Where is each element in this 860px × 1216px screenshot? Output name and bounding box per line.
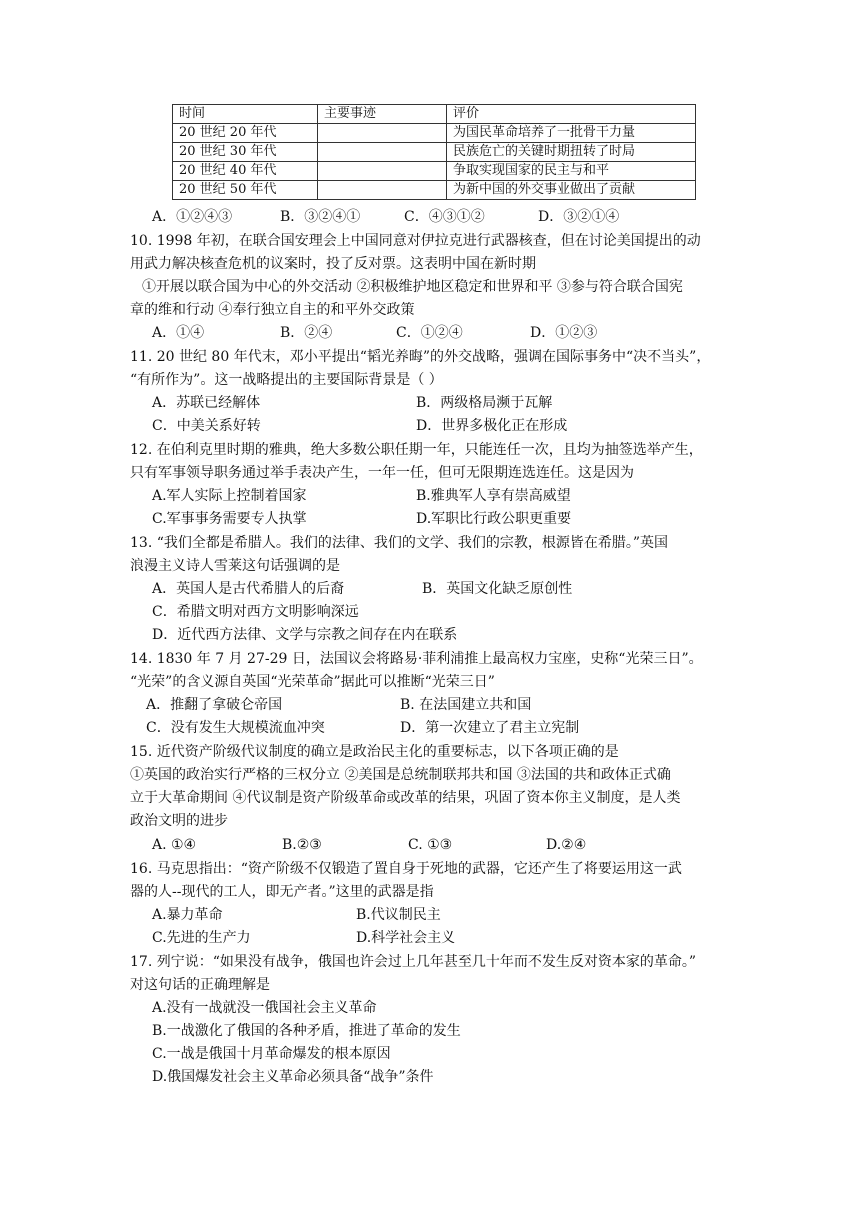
q10-stem-line-1: 10. 1998 年初，在联合国安理会上中国同意对伊拉克进行武器核查，但在讨论美国提出的动 (130, 233, 701, 249)
table-row (173, 143, 696, 162)
q16-stem-line-2: 器的人--现代的工人，即无产者。”这里的武器是指 (130, 884, 434, 900)
q15-option-c: C. ①③ (408, 837, 453, 853)
q15-stem-line-2: ①英国的政治实行严格的三权分立 ②美国是总统制联邦共和国 ③法国的共和政体正式确 (130, 767, 671, 783)
history-table (172, 104, 696, 200)
table-header-cell: 主要事迹 (318, 105, 447, 124)
q13-stem-line-2: 浪漫主义诗人雪莱这句话强调的是 (130, 558, 340, 574)
q15-stem-line-4: 政治文明的进步 (130, 813, 228, 829)
q17-option-a: A.没有一战就没一俄国社会主义革命 (152, 1000, 377, 1016)
q14-option-c: C．没有发生大规模流血冲突 (146, 720, 325, 736)
q17-option-b: B.一战激化了俄国的各种矛盾，推进了革命的发生 (152, 1023, 461, 1039)
table-cell: 争取实现国家的民主与和平 (447, 162, 696, 181)
table-row (173, 181, 696, 200)
q16-option-a: A.暴力革命 (152, 907, 223, 923)
q13-option-b: B．英国文化缺乏原创性 (422, 581, 573, 597)
q10-stem-line-2: 用武力解决核查危机的议案时，投了反对票。这表明中国在新时期 (130, 256, 536, 272)
table-row (173, 162, 696, 181)
q9-option-b: B．③②④① (280, 209, 361, 225)
q11-stem-line-1: 11. 20 世纪 80 年代末，邓小平提出“韬光养晦”的外交战略，强调在国际事务中“决不当头”， (130, 349, 711, 365)
table-cell (318, 181, 447, 200)
q10-option-d: D．①②③ (530, 325, 598, 341)
q12-option-b: B.雅典军人享有崇高威望 (416, 488, 571, 504)
q13-option-d: D．近代西方法律、文学与宗教之间存在内在联系 (152, 627, 458, 643)
table-cell: 民族危亡的关键时期扭转了时局 (447, 143, 696, 162)
table-cell: 为新中国的外交事业做出了贡献 (447, 181, 696, 200)
q10-option-a: A．①④ (152, 325, 205, 341)
q15-option-a: A. ①④ (152, 837, 197, 853)
q13-option-c: C．希腊文明对西方文明影响深远 (152, 604, 359, 620)
table-header-cell: 评价 (447, 105, 696, 124)
q12-stem-line-2: 只有军事领导职务通过举手表决产生，一年一任，但可无限期连选连任。这是因为 (130, 465, 634, 481)
q9-option-c: C．④③①② (404, 209, 485, 225)
table-header-cell: 时间 (173, 105, 318, 124)
q16-stem-line-1: 16. 马克思指出：“资产阶级不仅锻造了置自身于死地的武器，它还产生了将要运用这一武 (130, 861, 682, 877)
q14-stem-line-1: 14. 1830 年 7 月 27-29 日，法国议会将路易·菲利浦推上最高权力宝座，史称“光荣三日”。 (130, 651, 703, 667)
q12-option-d: D.军职比行政公职更重要 (416, 511, 572, 527)
q10-stem-line-4: 章的维和行动 ④奉行独立自主的和平外交政策 (130, 302, 415, 318)
q16-option-d: D.科学社会主义 (356, 930, 456, 946)
q11-option-c: C．中美关系好转 (152, 418, 261, 434)
q12-option-a: A.军人实际上控制着国家 (152, 488, 307, 504)
q17-option-d: D.俄国爆发社会主义革命必须具备“战争”条件 (152, 1069, 434, 1085)
q11-option-b: B．两级格局濒于瓦解 (416, 395, 553, 411)
q16-option-b: B.代议制民主 (356, 907, 441, 923)
q15-stem-line-1: 15. 近代资产阶级代议制度的确立是政治民主化的重要标志，以下各项正确的是 (130, 744, 619, 760)
q12-stem-line-1: 12. 在伯利克里时期的雅典，绝大多数公职任期一年，只能连任一次，且均为抽签选举产生， (130, 442, 703, 458)
q15-option-d: D.②④ (546, 837, 587, 853)
q10-stem-line-3: ①开展以联合国为中心的外交活动 ②积极维护地区稳定和世界和平 ③参与符合联合国宪 (142, 279, 683, 295)
q14-option-b: B. 在法国建立共和国 (400, 697, 532, 713)
table-cell: 20 世纪 30 年代 (173, 143, 318, 162)
q17-option-c: C.一战是俄国十月革命爆发的根本原因 (152, 1046, 391, 1062)
table-cell (318, 162, 447, 181)
q14-stem-line-2: “光荣”的含义源自英国“光荣革命”据此可以推断“光荣三日” (130, 674, 495, 690)
q9-option-a: A．①②④③ (152, 209, 233, 225)
q12-option-c: C.军事事务需要专人执掌 (152, 511, 307, 527)
q10-option-b: B．②④ (280, 325, 333, 341)
table-cell: 为国民革命培养了一批骨干力量 (447, 124, 696, 143)
table-cell (318, 124, 447, 143)
table-cell (318, 143, 447, 162)
table-header-row (173, 105, 696, 124)
table-cell: 20 世纪 20 年代 (173, 124, 318, 143)
q9-option-d: D．③②①④ (538, 209, 620, 225)
q14-option-a: A．推翻了拿破仑帝国 (146, 697, 283, 713)
q11-option-d: D．世界多极化正在形成 (416, 418, 568, 434)
q16-option-c: C.先进的生产力 (152, 930, 251, 946)
q13-stem-line-1: 13. “我们全都是希腊人。我们的法律、我们的文学、我们的宗教，根源皆在希腊。”英国 (130, 535, 669, 551)
q17-stem-line-2: 对这句话的正确理解是 (130, 977, 270, 993)
q15-option-b: B.②③ (282, 837, 322, 853)
q11-stem-line-2: “有所作为”。这一战略提出的主要国际背景是（ ） (130, 372, 443, 388)
q17-stem-line-1: 17. 列宁说：“如果没有战争，俄国也许会过上几年甚至几十年而不发生反对资本家的革命。” (130, 954, 697, 970)
table-row (173, 124, 696, 143)
q14-option-d: D．第一次建立了君主立宪制 (400, 720, 580, 736)
q11-option-a: A．苏联已经解体 (152, 395, 261, 411)
q15-stem-line-3: 立于大革命期间 ④代议制是资产阶级革命或改革的结果，巩固了资本你主义制度，是人类 (130, 790, 681, 806)
table-cell: 20 世纪 40 年代 (173, 162, 318, 181)
q13-option-a: A．英国人是古代希腊人的后裔 (152, 581, 345, 597)
q10-option-c: C．①②④ (396, 325, 463, 341)
table-cell: 20 世纪 50 年代 (173, 181, 318, 200)
